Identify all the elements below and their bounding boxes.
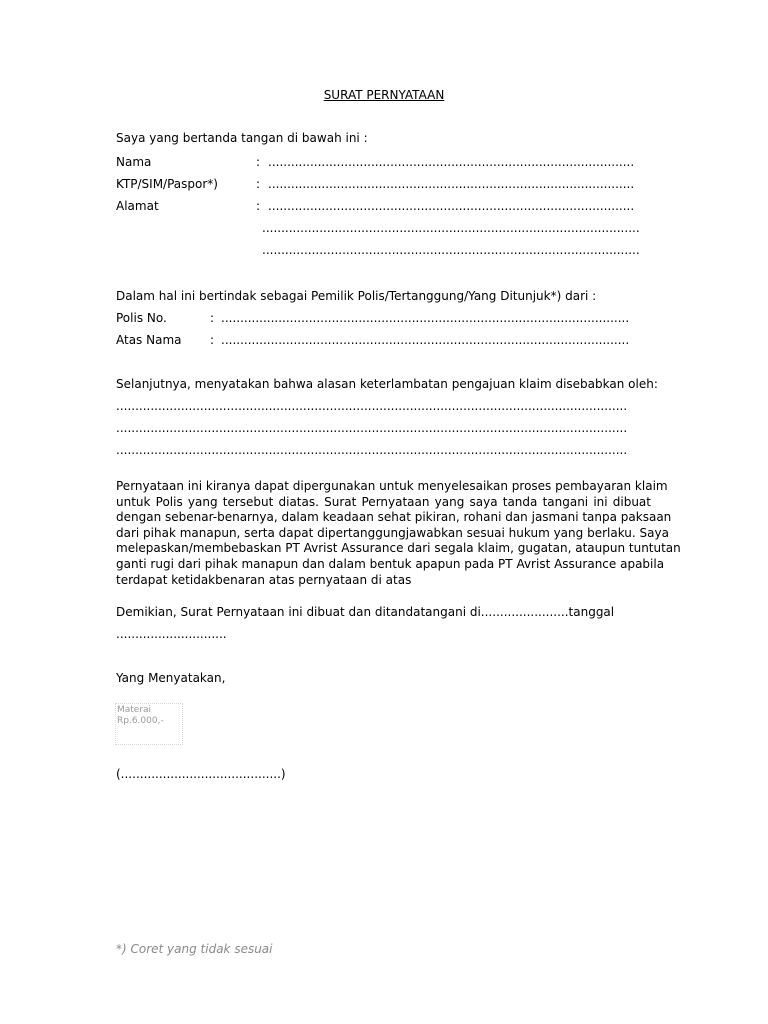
materai-stamp-box (115, 703, 183, 745)
statement-line: ganti rugi dari pihak manapun dan dalam bentuk apapun pada PT Avrist Assurance apabila (116, 556, 665, 571)
field-dots-atas-nama: ........................................................................................................... (221, 333, 630, 347)
stamp-value: Rp.6.000,- (117, 716, 164, 726)
field-colon: : (256, 177, 261, 191)
statement-paragraph (116, 479, 681, 588)
field-dots-ktp: ................................................................................................ (268, 177, 635, 191)
document-title: SURAT PERNYATAAN (323, 88, 445, 102)
statement-line: untuk Polis yang tersebut diatas. Surat Pernyataan yang saya tanda tangani ini dibuat (116, 494, 651, 509)
field-colon: : (256, 155, 261, 169)
field-colon: : (256, 199, 261, 213)
intro-text: Saya yang bertanda tangan di bawah ini : (116, 131, 368, 145)
acting-text: Dalam hal ini bertindak sebagai Pemilik Polis/Tertanggung/Yang Ditunjuk*) dari : (116, 289, 597, 303)
statement-line: terdapat ketidakbenaran atas pernyataan di atas (116, 572, 412, 587)
statement-line: dari pihak manapun, serta dapat dipertanggungjawabkan sesuai hukum yang berlaku. Saya (116, 525, 669, 540)
field-label-ktp: KTP/SIM/Paspor*) (116, 177, 218, 191)
field-label-alamat: Alamat (116, 199, 159, 213)
field-label-polis: Polis No. (116, 311, 167, 325)
signer-label: Yang Menyatakan, (116, 671, 226, 685)
signature-line: (..........................................) (116, 767, 286, 781)
field-colon: : (210, 311, 215, 325)
stamp-text: Materai (117, 705, 152, 715)
statement-line: dengan sebenar-benarnya, dalam keadaan sehat pikiran, rohani dan jasmani tanpa paksaan (116, 510, 672, 525)
reason-line: ...................................................................................................................................... (116, 421, 628, 435)
closing-date-dots: ............................. (116, 627, 227, 641)
statement-line: Pernyataan ini kiranya dapat dipergunakan untuk menyelesaikan proses pembayaran klaim (116, 479, 668, 493)
field-dots-alamat: ................................................................................................ (268, 199, 635, 213)
footnote: *) Coret yang tidak sesuai (116, 942, 273, 956)
reason-line: ...................................................................................................................................... (116, 443, 628, 457)
reason-text: Selanjutnya, menyatakan bahwa alasan keterlambatan pengajuan klaim disebabkan oleh: (116, 377, 658, 391)
field-label-atas-nama: Atas Nama (116, 333, 182, 347)
field-colon: : (210, 333, 215, 347)
reason-line: ...................................................................................................................................... (116, 399, 628, 413)
address-extra-line: ................................................................................................... (262, 243, 640, 257)
address-extra-line: ................................................................................................... (262, 221, 640, 235)
field-dots-polis: ........................................................................................................... (221, 311, 630, 325)
field-label-nama: Nama (116, 155, 152, 169)
field-dots-nama: ................................................................................................ (268, 155, 635, 169)
closing-line: Demikian, Surat Pernyataan ini dibuat dan ditandatangani di.......................tanggal (116, 605, 615, 619)
statement-line: melepaskan/membebaskan PT Avrist Assurance dari segala klaim, gugatan, ataupun tuntutan (116, 541, 681, 556)
